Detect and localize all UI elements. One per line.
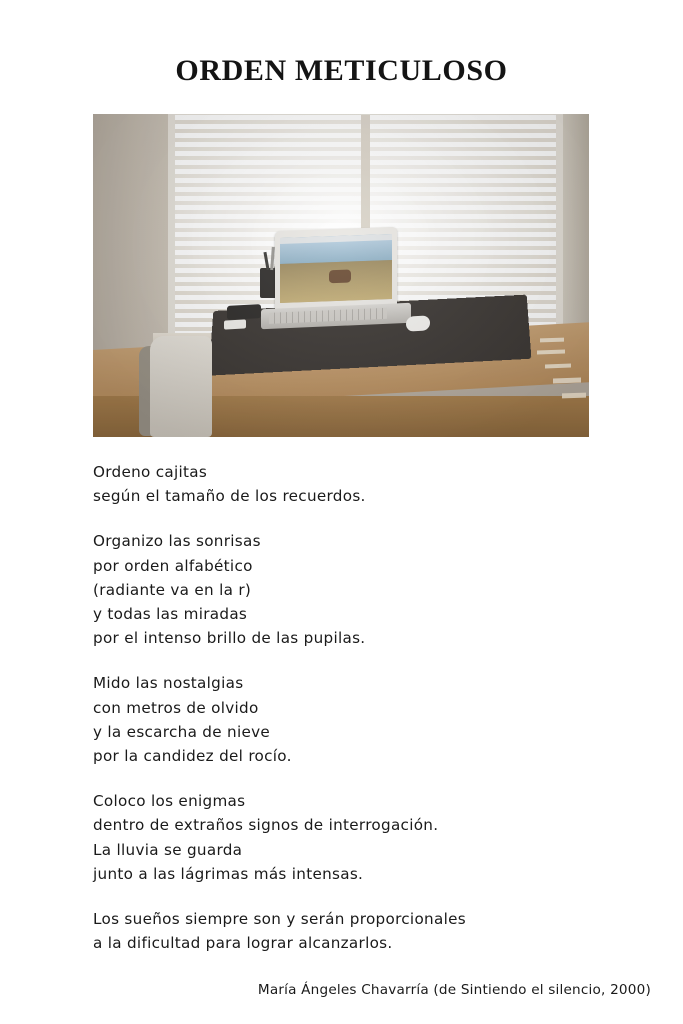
poem-line: Coloco los enigmas xyxy=(93,792,246,811)
poem-stanza xyxy=(93,460,593,508)
light-streak xyxy=(553,378,581,384)
chair xyxy=(150,336,212,437)
author-credit: María Ángeles Chavarría (de Sintiendo el silencio, 2000) xyxy=(257,982,651,998)
mouse xyxy=(406,315,430,331)
poem-line: por la candidez del rocío. xyxy=(93,747,292,766)
light-streak xyxy=(540,338,564,343)
smartphone xyxy=(227,304,261,320)
desk-photo xyxy=(93,114,589,437)
poem-line: dentro de extraños signos de interrogación. xyxy=(93,816,439,835)
poem-line: a la dificultad para lograr alcanzarlos. xyxy=(93,934,393,953)
display-animal xyxy=(329,269,351,283)
poem-body xyxy=(93,460,593,955)
page-title: ORDEN METICULOSO xyxy=(175,54,508,87)
poem-line: Organizo las sonrisas xyxy=(93,532,261,551)
poem-stanza xyxy=(93,529,593,650)
poem-line: La lluvia se guarda xyxy=(93,840,243,859)
poem-line: por el intenso brillo de las pupilas. xyxy=(93,629,366,648)
poem-line: y la escarcha de nieve xyxy=(93,722,271,741)
poem-line: Los sueños siempre son y serán proporcionales xyxy=(93,910,466,929)
poem-line: (radiante va en la r) xyxy=(93,580,252,599)
laptop-display-image xyxy=(280,234,392,303)
poem-stanza xyxy=(93,671,593,768)
photo-scene xyxy=(93,114,589,437)
poem-line: Ordeno cajitas xyxy=(93,463,208,481)
poem-line: con metros de olvido xyxy=(93,698,259,717)
poem-line: y todas las miradas xyxy=(93,605,248,624)
laptop-screen xyxy=(275,227,397,311)
light-streak xyxy=(562,393,586,399)
poem-line: por orden alfabético xyxy=(93,556,253,575)
poem-line: junto a las lágrimas más intensas. xyxy=(93,864,364,883)
poem-line: Mido las nostalgias xyxy=(93,674,244,693)
eraser xyxy=(224,319,246,329)
keyboard xyxy=(269,308,387,324)
poem-line: según el tamaño de los recuerdos. xyxy=(93,487,366,506)
poem-stanza xyxy=(93,789,593,886)
poem-stanza xyxy=(93,907,593,955)
